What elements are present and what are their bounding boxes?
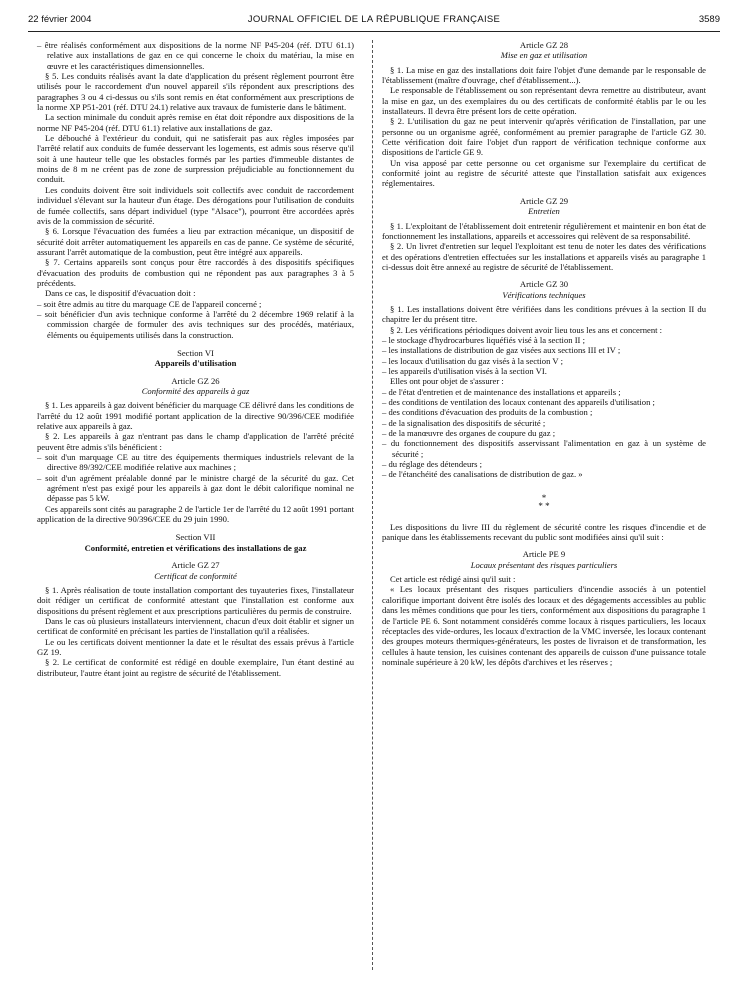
paragraph-livre-iii: Les dispositions du livre III du règlement de sécurité contre les risques d'incendie et de panique dans les établissements recevant du public sont modifiées ainsi qu'il suit : <box>382 521 706 543</box>
paragraph-5: § 5. Les conduits réalisés avant la date d'application du présent règlement pourront être utilisés pour le raccordement d'un nouvel appareil s'ils répondent aux prescriptions des paragraphes 3 ou 4 ci-dessus ou s'ils sont remis en état conformément aux prescriptions de la norme XP P51-201 (réf. DTU 24.1) relative aux travaux de fumisterie dans le bâtiment. <box>37 71 354 113</box>
separator-stars <box>382 494 706 510</box>
article-title-gz30: Vérifications techniques <box>502 289 586 300</box>
list-item-locaux: – les locaux d'utilisation du gaz visés à la section V ; <box>382 355 563 366</box>
column-divider <box>372 40 373 970</box>
header-rule <box>28 31 720 32</box>
paragraph-gz30-2: § 2. Les vérifications périodiques doivent avoir lieu tous les ans et concernent : <box>390 324 663 335</box>
article-title-gz29: Entretien <box>528 206 560 217</box>
article-heading-gz29: Article GZ 29 <box>519 195 569 206</box>
paragraph-gz26-1: § 1. Les appareils à gaz doivent bénéficier du marquage CE délivré dans les conditions de l'arrêté du 12 août 1991 modifié portant application de la directive 90/396/CEE modifiée relative aux appareils à gaz. <box>37 400 354 432</box>
list-item-appareils: – les appareils d'utilisation visés à la section VI. <box>382 365 547 376</box>
paragraph-section-min: La section minimale du conduit après remise en état doit répondre aux dispositions de la norme NF P45-204 (réf. DTU 61.1) relative aux installations de gaz. <box>37 112 354 133</box>
paragraph-objet: Elles ont pour objet de s'assurer : <box>390 376 504 387</box>
list-item-signalisation: – de la signalisation des dispositifs de sécurité ; <box>382 417 546 428</box>
list-item-entretien: – de l'état d'entretien et de maintenance des installations et appareils ; <box>382 386 621 397</box>
list-item-etancheite: – de l'étanchéité des canalisations de distribution de gaz. » <box>382 469 583 480</box>
paragraph-pe9-intro: Cet article est rédigé ainsi qu'il suit : <box>390 574 516 585</box>
list-item-stockage: – le stockage d'hydrocarbures liquéfiés visé à la section II ; <box>382 334 585 345</box>
paragraph-dans-ce-cas: Dans ce cas, le dispositif d'évacuation doit : <box>45 288 196 299</box>
list-item-ventilation: – des conditions de ventilation des locaux contenant des appareils d'utilisation ; <box>382 397 655 407</box>
list-item-ce: – soit être admis au titre du marquage CE de l'appareil concerné ; <box>37 298 262 309</box>
star-top: * <box>541 492 547 503</box>
journal-title: JOURNAL OFFICIEL DE LA RÉPUBLIQUE FRANÇAISE <box>247 14 501 25</box>
page-number: 3589 <box>698 14 720 25</box>
header-date: 22 février 2004 <box>28 14 92 25</box>
paragraph-gz26-2: § 2. Les appareils à gaz n'entrant pas dans le champ d'application de l'arrêté précité peuvent être admis s'ils bénéficient : <box>37 431 354 452</box>
article-heading-gz26: Article GZ 26 <box>171 375 220 386</box>
paragraph-gz28-visa: Un visa apposé par cette personne ou cet organisme sur l'exemplaire du certificat de conformité joint au registre de sécurité atteste que l'installation satisfait aux exigences réglementaires. <box>382 157 706 189</box>
article-title-pe9: Locaux présentant des risques particuliers <box>470 559 618 570</box>
paragraph-cites: Ces appareils sont cités au paragraphe 2 de l'article 1er de l'arrêté du 12 août 1991 portant application de la directive 90/396/CEE du 29 juin 1990. <box>37 503 354 525</box>
paragraph-gz29-1: § 1. L'exploitant de l'établissement doit entretenir régulièrement et maintenir en bon état de fonctionnement les installations, appareils et accessoires qui relèvent de sa responsabilité. <box>382 220 706 241</box>
article-title-gz27: Certificat de conformité <box>154 570 237 581</box>
list-item-evacuation: – des conditions d'évacuation des produits de la combustion ; <box>382 407 593 418</box>
paragraph-gz27-1: § 1. Après réalisation de toute installation comportant des tuyauteries fixes, l'installateur doit rédiger un certificat de conformité attestant que l'installation est conforme aux dispositions du présent règlement et aux prescriptions particulières du permis de construire. <box>37 584 354 616</box>
paragraph-gz27-plusieurs: Dans le cas où plusieurs installateurs interviennent, chacun d'eux doit établir et signer un certificat de conformité en précisant les parties de l'installation qu'il a réalisées. <box>37 615 354 637</box>
list-item-asservissement: – du fonctionnement des dispositifs asservissant l'alimentation en gaz à un système de sécurité ; <box>382 438 706 459</box>
list-item-ce-machines: – soit d'un marquage CE au titre des équipements thermiques industriels relevant de la directive 89/392/CEE modifiée relative aux machines ; <box>37 452 354 473</box>
paragraph-debouche: Le débouché à l'extérieur du conduit, qui ne satisferait pas aux règles imposées par l'arrêté relatif aux conduits de fumée desservant les logements, est admis sous réserve qu'il soit à une hauteur telle que les obstacles formés par les parties d'immeuble distantes de moins de 8 m ne créent pas de zone de surpression préjudiciable au fonctionnement du conduit. <box>37 133 354 185</box>
list-item-agrement: – soit d'un agrément préalable donné par le ministre chargé de la sécurité du gaz. Cet agrément n'est pas exigé pour les appareils à gaz dont le débit calorifique nominal ne dépasse pas 5 kW. <box>37 472 354 504</box>
list-item-distribution: – les installations de distribution de gaz visées aux sections III et IV ; <box>382 345 621 356</box>
article-heading-gz27: Article GZ 27 <box>171 560 220 571</box>
left-column <box>37 40 354 678</box>
paragraph-gz30-1: § 1. Les installations doivent être vérifiées dans les conditions prévues à la section II du chapitre Ier du présent titre. <box>382 303 706 325</box>
page-header <box>28 14 720 30</box>
list-item-detendeurs: – du réglage des détendeurs ; <box>382 459 482 470</box>
right-column <box>382 40 706 667</box>
section-heading-vi: Section VI <box>177 347 214 358</box>
star-bottom: * * <box>538 500 550 511</box>
section-title-vii: Conformité, entretien et vérifications des installations de gaz <box>84 542 307 553</box>
list-item-avis: – soit bénéficier d'un avis technique conforme à l'arrêté du 2 décembre 1969 relatif à la commission chargée de formuler des avis techniques sur des procédés, matériaux, éléments ou équipements utilisés dans la construction. <box>37 308 354 340</box>
article-heading-gz30: Article GZ 30 <box>519 279 569 290</box>
article-heading-gz28: Article GZ 28 <box>519 40 569 50</box>
section-heading-vii: Section VII <box>175 532 216 543</box>
left-item-1: – être réalisés conformément aux dispositions de la norme NF P45-204 (réf. DTU 61.1) relative aux installations de gaz en ce qui concerne le choix du matériau, la mise en œuvre et les caractéristiques dimensionnelles. <box>37 40 354 71</box>
paragraph-gz28-2: § 2. L'utilisation du gaz ne peut intervenir qu'après vérification de l'installation, par une personne ou un organisme agréé, conformément au premier paragraphe de l'article GZ 30. Cette vérification doit faire l'objet d'un rapport de vérification technique conforme aux dispositions de l'article GE 9. <box>382 116 706 158</box>
paragraph-gz28-responsable: Le responsable de l'établissement ou son représentant devra remettre au distributeur, avant la mise en gaz, un des exemplaires du ou des certificats de conformité établis par le ou les installateurs. Il devra être présent lors de cette opération. <box>382 85 706 117</box>
article-title-gz26: Conformité des appareils à gaz <box>141 386 250 396</box>
paragraph-conduits: Les conduits doivent être soit individuels soit collectifs avec conduit de raccordement individuel s'élevant sur la hauteur d'un étage. Des dérogations pour l'utilisation de conduits de fumée collectifs, sans départ individuel (type "Alsace"), pourront être accordées après avis de la commission de sécurité. <box>37 184 354 226</box>
paragraph-gz29-2: § 2. Un livret d'entretien sur lequel l'exploitant est tenu de noter les dates des vérifications et des opérations d'entretien effectuées sur les installations et appareils visés au paragraphe 1 ci-dessus doit être annexé au registre de sécurité de l'établissement. <box>382 241 706 272</box>
paragraph-gz27-2: § 2. Le certificat de conformité est rédigé en double exemplaire, l'un étant destiné au distributeur, l'autre étant joint au registre de sécurité de l'établissement. <box>37 657 354 678</box>
section-title-vi: Appareils d'utilisation <box>154 358 237 369</box>
paragraph-6: § 6. Lorsque l'évacuation des fumées a lieu par extraction mécanique, un dispositif de sécurité doit arrêter automatiquement les appareils en cas de panne. Ce système de sécurité, assurant l'arrêt automatique de la combustion, peut être intégré aux appareils. <box>37 226 354 257</box>
paragraph-gz28-1: § 1. La mise en gaz des installations doit faire l'objet d'une demande par le responsable de l'établissement (maître d'ouvrage, chef d'établissement...). <box>382 64 706 86</box>
paragraph-pe9-locaux: « Les locaux présentant des risques particuliers d'incendie associés à un potentiel calorifique important doivent être isolés des locaux et des dégagements accessibles au public dans les mêmes conditions que pour les tiers, conformément aux dispositions du paragraphe 1 de l'article PE 6. Sont notamment considérés comme locaux à risques particuliers, les locaux réceptacles des vide-ordures, les locaux d'extraction de la VMC inversée, les locaux contenant des groupes moteurs thermiques-générateurs, les postes de livraison et de transformation, les cellules à haute tension, les cuisines contenant des appareils de cuisson d'une puissance totale nominale supérieure à 20 kW, les dépôts d'archives et les réserves ; <box>382 584 707 667</box>
list-item-coupure: – de la manœuvre des organes de coupure du gaz ; <box>382 428 556 439</box>
paragraph-gz27-certificats: Le ou les certificats doivent mentionner la date et le résultat des essais prévus à l'article GZ 19. <box>37 636 354 657</box>
article-title-gz28: Mise en gaz et utilisation <box>500 50 588 61</box>
article-heading-pe9: Article PE 9 <box>522 549 566 560</box>
paragraph-7: § 7. Certains appareils sont conçus pour être raccordés à des dispositifs spécifiques d'évacuation des produits de combustion qui ne répondent pas aux paragraphes 3 à 5 précédents. <box>37 257 354 288</box>
